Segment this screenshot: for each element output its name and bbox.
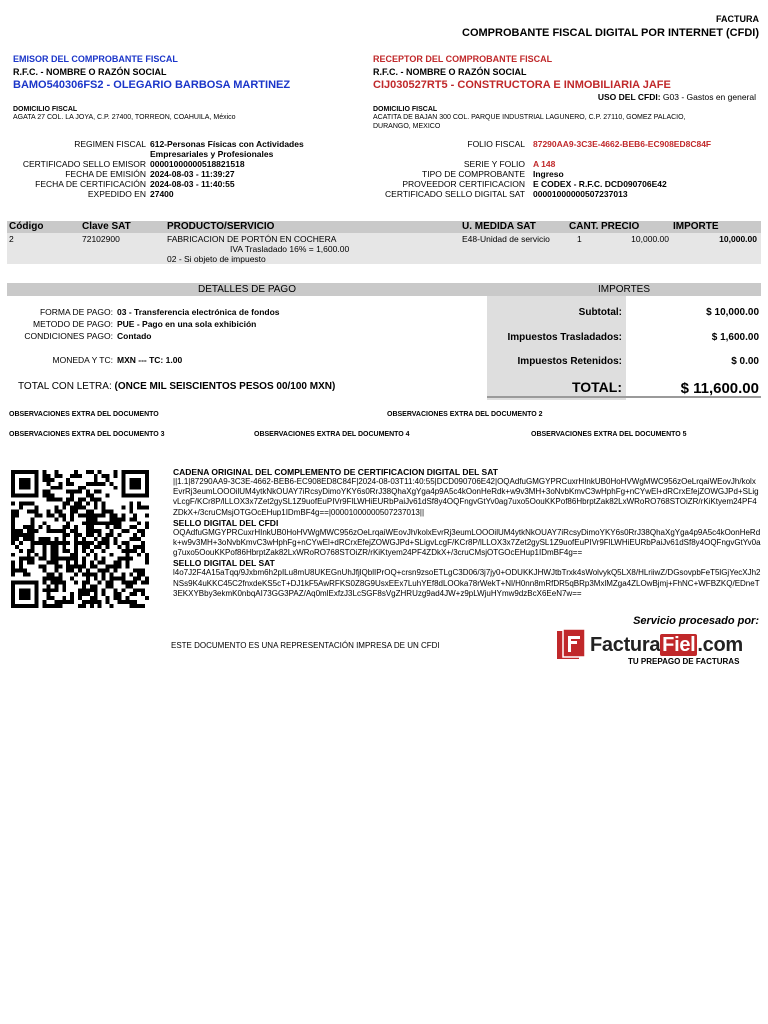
fecha-emision-label: FECHA DE EMISIÓN (65, 169, 146, 179)
fiscal-row-proveedor (360, 179, 768, 189)
uso-cfdi (598, 92, 756, 102)
uso-cfdi-label: USO DEL CFDI: (597, 92, 661, 102)
folio-fiscal-label: FOLIO FISCAL (467, 139, 525, 149)
fiscal-left-block (0, 139, 380, 199)
sello-cfdi-heading: SELLO DIGITAL DEL CFDI (173, 517, 279, 528)
col-importe: IMPORTE (673, 221, 719, 232)
regimen-value: 612-Personas Físicas con Actividades Empresariales y Profesionales (150, 139, 304, 159)
total-letra (18, 381, 335, 393)
row-desc-line2: IVA Trasladado 16% = 1,600.00 (230, 244, 350, 254)
facturafiel-logo-icon (554, 628, 588, 662)
row-precio: 10,000.00 (631, 234, 669, 244)
moneda-value: MXN --- TC: 1.00 (117, 355, 183, 365)
items-table-header (7, 221, 761, 233)
condiciones-value: Contado (117, 331, 152, 341)
metodo-pago-label: METODO DE PAGO: (33, 319, 113, 329)
observaciones-1: OBSERVACIONES EXTRA DEL DOCUMENTO (9, 411, 159, 418)
document-title: FACTURA (716, 14, 759, 24)
facturafiel-wordmark (590, 634, 743, 656)
retenidos-label: Impuestos Retenidos: (517, 356, 622, 367)
emisor-rfc-name: BAMO540306FS2 - OLEGARIO BARBOSA MARTINEZ (13, 79, 291, 91)
metodo-pago-value: PUE - Pago en una sola exhibición (117, 319, 257, 329)
row-clave: 72102900 (82, 234, 120, 244)
payment-row-moneda (7, 355, 487, 367)
condiciones-label: CONDICIONES PAGO: (24, 331, 113, 341)
col-codigo: Código (9, 221, 44, 232)
payment-block (7, 307, 487, 367)
observaciones-4: OBSERVACIONES EXTRA DEL DOCUMENTO 4 (254, 431, 410, 438)
fiscal-row-expedido (0, 189, 380, 199)
emisor-domicilio: AGATA 27 COL. LA JOYA, C.P. 27400, TORREON, COAHUILA, México (13, 114, 236, 121)
receptor-rfc-label: R.F.C. - NOMBRE O RAZÓN SOCIAL (373, 67, 527, 77)
sello-cfdi-value: OQAdfuGMGYPRCuxrHInkUB0HoHVWgMWC956zOeLrqaiWEovJh/kolxEvrRj3eumLOOOilUM4ytkNkOUAY7iRcsyDimoYKY6s0RrJ38QhaXgYga4p9A5c4kOonHeRdk+w9v3MH+3oNvbKmvC3wHphFg+nCYwEl+dRCrxEfejZOWGJPd+SLigvLcgF/KCr8P/lLLOX3x7Zet2gySL1Z9uofEuPIVr9FlLWHiEURbPaiJv61dSf8y4OQFngvGtYv0ag7uxo5OouKKPof86HbrptZak82LxWRoRO768STOiZR/rKiKtyem24PF4ZDkX+/3cruCMsjOTGOcEHup1IDmBF4g== (173, 527, 761, 558)
emisor-rfc-label: R.F.C. - NOMBRE O RAZÓN SOCIAL (13, 67, 167, 77)
fecha-cert-value: 2024-08-03 - 11:40:55 (150, 179, 235, 189)
observaciones-2: OBSERVACIONES EXTRA DEL DOCUMENTO 2 (387, 411, 543, 418)
fiscal-row-serie (360, 159, 768, 169)
emisor-heading: EMISOR DEL COMPROBANTE FISCAL (13, 54, 178, 64)
col-cant: CANT. (569, 221, 599, 232)
col-clave-sat: Clave SAT (82, 221, 131, 232)
cadena-value: ||1.1|87290AA9-3C3E-4662-BEB6-EC908ED8C84F|2024-08-03T11:40:55|DCD090706E42|OQAdfuGMGYPRCuxrHInkUB0HoHVWgMWC956zOeLrqaiWEovJh/kolxEvrRj3eumLOOOilUM4ytkNkOUAY7iRcsyDimoYKY6s0RrJ38QhaXgYga4p9A5c4kOonHeRdk+w9v3MH+3oNvbKmvC3wHphFg+nCYwEl+dRCrxEfejZOWGJPd+SLigvLcgF/KCr8P/lLLOX3x7Zet2gySL1Z9uofEuPIVr9FlLWHiEURbPaiJv61dSf8y4OQFngvGtYv0ag7uxo5OouKKPof86HbrptZak82LxWRoRO768STOiZR/rKiKtyem24PF4ZDkX+/3cruCMsjOTGOcEHup1IDmBF4g==|00001000000507237013|| (173, 477, 759, 517)
receptor-domicilio-line1: ACATITA DE BAJAN 300 COL. PARQUE INDUSTRIAL LAGUNERO, C.P. 27110, GOMEZ PALACIO, (373, 114, 686, 121)
total-letra-label: TOTAL CON LETRA: (18, 381, 112, 392)
receptor-heading: RECEPTOR DEL COMPROBANTE FISCAL (373, 54, 553, 64)
fiscal-row-fecha-cert (0, 179, 380, 189)
brand-accent: Fiel (662, 634, 696, 656)
subtotal-value: $ 10,000.00 (706, 307, 759, 318)
brand-main: Factura (590, 634, 661, 656)
receptor-rfc-name: CIJ030527RT5 - CONSTRUCTORA E INMOBILIARIA JAFE (373, 79, 671, 91)
sello-sat-value: l4o7J2F4A15aTqq/9Jxbm6h2pILu8mU8UKEGnUhJfjlQblIPrOQ+crsn9zsoETLgC3D06/3j7jy0+ODUKKJHWJtbTrxk4sWolvykQ5LX8/HLriiwZ/DGsovpbFeT5lGjYecXJh2NSs9K4uKKC45C2fnxdeKS5cT+DJ1kF5AwRFKS0Z8G9UsxEEx7LuhYEf8dLOOka78rWekT+Nl/H0nn8mRfDR5qBRp3MxlMZga4ZLOwBjmj+FhNC+WFBZKQ/EDneT3EKXYBby3ekmK0nbqAI73GG3PAZ/Aq0mlExfzJ3LcSGF8sVgZHRUzg9ad4JW+z9pLWjuHYmw9dzBcX6EeN7w== (173, 568, 761, 598)
payment-heading: DETALLES DE PAGO (7, 283, 487, 296)
observaciones-5: OBSERVACIONES EXTRA DEL DOCUMENTO 5 (531, 431, 687, 438)
row-importe: 10,000.00 (719, 234, 757, 244)
serie-folio-value: A 148 (533, 159, 556, 169)
fiscal-row-cert-sat (360, 189, 768, 199)
tipo-comprobante-value: Ingreso (533, 169, 564, 179)
cert-sat-value: 00001000000507237013 (533, 189, 628, 199)
fiscal-row-tipo (360, 169, 768, 179)
proveedor-value: E CODEX - R.F.C. DCD090706E42 (533, 179, 667, 189)
fecha-emision-value: 2024-08-03 - 11:39:27 (150, 169, 235, 179)
fiscal-row-regimen (0, 139, 380, 159)
row-cant: 1 (577, 234, 582, 244)
receptor-domicilio-line2: DURANGO, MEXICO (373, 123, 441, 130)
document-subtitle: COMPROBANTE FISCAL DIGITAL POR INTERNET (CFDI) (462, 27, 759, 39)
payment-row-metodo (7, 319, 487, 331)
retenidos-value: $ 0.00 (731, 356, 759, 367)
cert-sat-label: CERTIFICADO SELLO DIGITAL SAT (385, 189, 525, 199)
trasladados-value: $ 1,600.00 (711, 332, 759, 343)
representacion-impresa: ESTE DOCUMENTO ES UNA REPRESENTACIÓN IMPRESA DE UN CFDI (171, 641, 440, 650)
payment-row-condiciones (7, 331, 487, 343)
emisor-domicilio-label: DOMICILIO FISCAL (13, 106, 78, 113)
expedido-label: EXPEDIDO EN (87, 189, 146, 199)
moneda-label: MONEDA Y TC: (52, 355, 113, 365)
qr-code-icon (11, 469, 149, 609)
row-desc-line1: FABRICACION DE PORTÓN EN COCHERA (167, 234, 337, 244)
payment-row-forma (7, 307, 487, 319)
servicio-procesado: Servicio procesado por: (633, 615, 759, 627)
certification-block (173, 467, 761, 599)
cadena-heading: CADENA ORIGINAL DEL COMPLEMENTO DE CERTIFICACION DIGITAL DEL SAT (173, 467, 498, 477)
col-producto: PRODUCTO/SERVICIO (167, 221, 275, 232)
folio-fiscal-value: 87290AA9-3C3E-4662-BEB6-EC908ED8C84F (533, 139, 712, 149)
brand-suffix: .com (697, 634, 743, 656)
brand-tagline: TU PREPAGO DE FACTURAS (628, 657, 740, 666)
tipo-comprobante-label: TIPO DE COMPROBANTE (422, 169, 525, 179)
sello-sat-heading: SELLO DIGITAL DEL SAT (173, 558, 275, 569)
trasladados-label: Impuestos Trasladados: (507, 332, 622, 343)
uso-cfdi-value: G03 - Gastos en general (662, 92, 756, 102)
total-value: $ 11,600.00 (680, 380, 759, 397)
table-row (7, 233, 761, 264)
col-precio: PRECIO (601, 221, 640, 232)
col-unidad: U. MEDIDA SAT (462, 221, 536, 232)
observaciones-3: OBSERVACIONES EXTRA DEL DOCUMENTO 3 (9, 431, 165, 438)
expedido-value: 27400 (150, 189, 174, 199)
fiscal-right-block (360, 139, 768, 199)
importes-heading: IMPORTES (487, 283, 761, 296)
fiscal-row-fecha-emision (0, 169, 380, 179)
forma-pago-label: FORMA DE PAGO: (39, 307, 113, 317)
regimen-label: REGIMEN FISCAL (74, 139, 146, 149)
row-desc-line3: 02 - Si objeto de impuesto (167, 254, 266, 264)
serie-folio-label: SERIE Y FOLIO (463, 159, 525, 169)
fecha-cert-label: FECHA DE CERTIFICACIÓN (35, 179, 146, 189)
row-unidad: E48-Unidad de servicio (462, 234, 550, 244)
subtotal-label: Subtotal: (578, 307, 622, 318)
cert-emisor-value: 00001000000518821518 (150, 159, 245, 169)
receptor-domicilio-label: DOMICILIO FISCAL (373, 106, 438, 113)
fiscal-row-cert-emisor (0, 159, 380, 169)
row-codigo: 2 (9, 234, 14, 244)
proveedor-label: PROVEEDOR CERTIFICACION (402, 179, 525, 189)
total-label: TOTAL: (571, 379, 622, 395)
forma-pago-value: 03 - Transferencia electrónica de fondos (117, 307, 280, 317)
fiscal-row-folio (360, 139, 768, 159)
total-letra-value: (ONCE MIL SEISCIENTOS PESOS 00/100 MXN) (114, 381, 336, 392)
cert-emisor-label: CERTIFICADO SELLO EMISOR (22, 159, 146, 169)
